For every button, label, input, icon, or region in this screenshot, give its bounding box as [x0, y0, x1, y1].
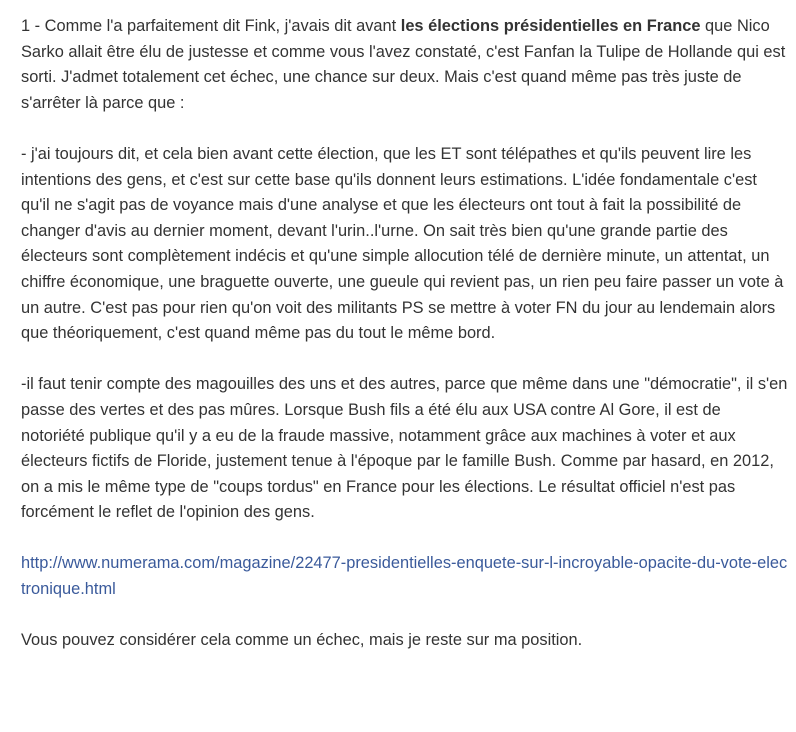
post-paragraph-3: -il faut tenir compte des magouilles des uns et des autres, parce que même dans une "démocratie", il s'en passe des vertes et des pas mûres. Lorsque Bush fils a été élu aux USA contre Al Gore, il est de notoriété publique qu'il y a eu de la fraude massive, notamment grâce aux machines à voter et aux électeurs fictifs de Floride, justement tenue à l'époque par le famille Bush. Comme par hasard, en 2012, on a mis le même type de "coups tordus" en France pour les élections. Le résultat officiel n'est pas forcément le reflet de l'opinion des gens. — [21, 375, 788, 522]
p1-bold-text: les élections présidentielles en France — [400, 17, 701, 35]
post-link-paragraph — [21, 551, 788, 602]
p1-text-before: 1 - Comme l'a parfaitement dit Fink, j'avais dit avant — [21, 17, 401, 35]
numerama-article-link[interactable]: http://www.numerama.com/magazine/22477-presidentielles-enquete-sur-l-incroyable-opacite-du-vote-electronique.html — [21, 554, 788, 599]
post-paragraph-2: - j'ai toujours dit, et cela bien avant cette élection, que les ET sont télépathes et qu'ils peuvent lire les intentions des gens, et c'est sur cette base qu'ils donnent leurs estimations. L'idée fondamentale c'est qu'il ne s'agit pas de voyance mais d'une analyse et que les électeurs ont tout à fait la possibilité de changer d'avis au dernier moment, devant l'urin..l'urne. On sait très bien qu'une grande partie des électeurs sont complètement indécis et qu'une simple allocution télé de dernière minute, un attentat, un chiffre économique, une braguette ouverte, une gueule qui revient pas, un rien peu faire passer un vote à un autre. C'est pas pour rien qu'on voit des militants PS se mettre à voter FN du jour au lendemain alors que théoriquement, c'est quand même pas du tout le même bord. — [21, 144, 784, 343]
post-paragraph-5: Vous pouvez considérer cela comme un échec, mais je reste sur ma position. — [21, 631, 583, 650]
p1-text-after: que Nico Sarko allait être élu de justesse et comme vous l'avez constaté, c'est Fanfan la Tulipe de Hollande qui est sorti. J'admet totalement cet échec, une chance sur deux. Mais c'est quand même pas très juste de s'arrêter là parce que : — [21, 17, 786, 112]
post-paragraph-1 — [21, 14, 788, 116]
